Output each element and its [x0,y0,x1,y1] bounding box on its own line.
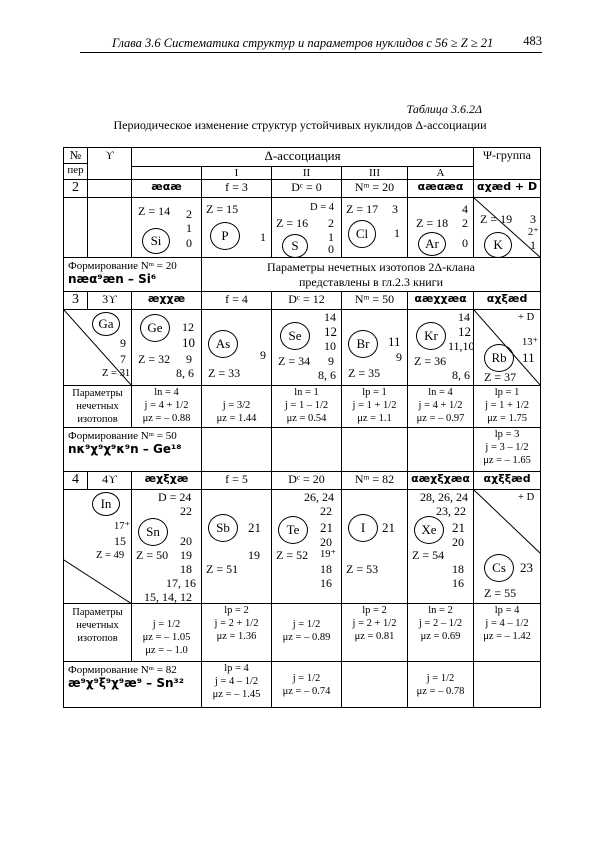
cell-cs: + D Cs 23 Z = 55 [474,490,541,604]
cell-kr: 14 Kr 12 11,10 Z = 36 8, 6 [408,310,474,386]
col-no: № пер [64,148,88,180]
cell-cl: Z = 17 3 Cl 1 [342,198,408,258]
cell-rb: + D 13⁺ Rb 11 Z = 37 [474,310,541,386]
p2-nuclide-row [64,198,541,258]
sub-i: I [202,167,272,180]
cell-ar: 4 Z = 18 2 Ar 0 [408,198,474,258]
sub-a: A [408,167,474,180]
sn-circle: Sn [138,518,168,546]
se-circle: Se [280,322,310,350]
cell-ge: Ge 12 10 Z = 32 9 8, 6 [132,310,202,386]
cell-br: Br 11 9 Z = 35 [342,310,408,386]
col-sym: ϒ [88,148,132,180]
cs-circle: Cs [484,554,514,582]
cell-se: 14 Se 12 10 Z = 34 9 8, 6 [272,310,342,386]
header-rule [80,52,542,53]
ge-circle: Ge [140,314,170,342]
kr-circle: Kr [416,322,446,350]
cell-p: Z = 15 P 1 [202,198,272,258]
cell-sb: Sb 21 19 Z = 51 [202,490,272,604]
cell-in: In 17⁺ 15 Z = 49 [64,490,132,604]
p3-formation-row: Формирование Nᵐ = 50 nκ⁹χ⁹χ⁹κ⁹n – Ge¹⁸ lp = 3 j = 3 – 1/2 μz = – 1.65 [64,428,541,472]
cell-ga: Ga 9 7 Z = 31 [64,310,132,386]
periodic-table [63,147,541,708]
ar-circle: Ar [418,232,446,256]
assoc-header: Δ-ассоциация [132,148,474,167]
p2-group-row: 2 æαæ f = 3 Dᶜ = 0 Nᵐ = 20 αæαæα αχæd + D [64,180,541,198]
cl-circle: Cl [348,220,376,248]
p3-nuclide-row [64,310,541,386]
rb-circle: Rb [484,344,514,372]
cell-i: I 21 Z = 53 [342,490,408,604]
p2-formation-row: Формирование Nᵐ = 20 næα⁹æn – Si⁶ Параметры нечетных изотопов 2Δ-клана представлены в гл.2.3 книги [64,258,541,292]
cell-xe: 28, 26, 24 23, 22 Xe 21 20 Z = 54 18 16 [408,490,474,604]
sub-iii: III [342,167,408,180]
p4-group-row: 4 4ϒ æχξχæ f = 5 Dᶜ = 20 Nᵐ = 82 αæχξχæα αχξξæd [64,472,541,490]
subheader-row [64,167,541,180]
header-row [64,148,541,167]
p-circle: P [210,222,240,250]
cell-s: D = 4 Z = 16 2 1 0 S [272,198,342,258]
si-circle: Si [142,228,170,254]
table-title: Периодическое изменение структур устойчивых нуклидов Δ-ассоциации [113,118,487,132]
br-circle: Br [348,330,378,358]
cell-as: As 9 Z = 33 [202,310,272,386]
page-number: 483 [523,34,542,48]
table-number: Таблица 3.6.2Δ [406,102,482,116]
running-header: Глава 3.6 Систематика структур и параметров нуклидов с 56 ≥ Z ≥ 21 [112,36,494,50]
p4-formation-row: Формирование Nᵐ = 82 æ⁹χ⁹ξ⁹χ⁹æ⁹ – Sn³² lp = 4 j = 4 – 1/2 μz = – 1.45 j = 1/2 μz = – 0.74 j = 1/2 μz = – 0.78 [64,662,541,708]
p4-params-row: Параметры нечетных изотопов j = 1/2 μz = – 1.05 μz = – 1.0 lp = 2 j = 2 + 1/2 μz = 1.36 j = 1/2 μz = – 0.89 lp = 2 j = 2 + 1/2 μz = 0.81 ln = 2 j = 2 – 1/2 μz = 0.69 lp = 4 j = 4 – 1/2 μz = – 1.42 [64,604,541,662]
i-circle: I [348,514,378,542]
cell-k: Z = 19 3 2⁺ K 1 [474,198,541,258]
k-circle: K [484,232,512,258]
p3-group-row: 3 3ϒ æχχæ f = 4 Dᶜ = 12 Nᵐ = 50 αæχχæα αχξæd [64,292,541,310]
xe-circle: Xe [414,516,444,544]
cell-te: 26, 24 22 Te 21 20 Z = 52 19⁺ 18 16 [272,490,342,604]
sub-ii: II [272,167,342,180]
p3-params-row: Параметры нечетных изотопов ln = 4 j = 4 + 1/2 μz = – 0.88 j = 3/2 μz = 1.44 ln = 1 j = 1 – 1/2 μz = 0.54 lp = 1 j = 1 + 1/2 μz = 1.1 ln = 4 j = 4 + 1/2 μz = – 0.97 lp = 1 j = 1 + 1/2 μz = 1.75 [64,386,541,428]
in-circle: In [92,492,120,516]
cell-sn: D = 24 22 Sn 20 Z = 50 19 18 17, 16 15, 14, 12 [132,490,202,604]
as-circle: As [208,330,238,358]
ga-circle: Ga [92,312,120,336]
p4-nuclide-row [64,490,541,604]
cell-si: Z = 14 2 1 0 Si [132,198,202,258]
psi-header: Ψ-группа [474,148,541,180]
te-circle: Te [278,516,308,544]
s-circle: S [282,234,308,258]
sb-circle: Sb [208,514,238,542]
